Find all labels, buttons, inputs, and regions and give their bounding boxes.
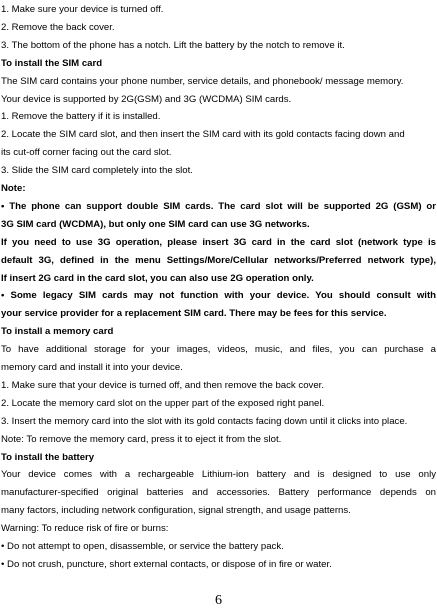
- text-line: 2. Locate the SIM card slot, and then insert the SIM card with its gold contacts facing down and: [1, 129, 405, 141]
- text-line: 1. Make sure that your device is turned off, and then remove the back cover.: [1, 379, 324, 391]
- text-line: 2. Locate the memory card slot on the upper part of the exposed right panel.: [1, 397, 325, 409]
- text-line: 2. Remove the back cover.: [1, 21, 115, 33]
- bold-text-line: To install the battery: [1, 451, 95, 463]
- text-line: Your device comes with a rechargeable Lithium-ion battery and is designed to use only: [1, 469, 436, 481]
- text-line: 3. The bottom of the phone has a notch. Lift the battery by the notch to remove it.: [1, 39, 345, 51]
- text-line: 1. Remove the battery if it is installed.: [1, 111, 161, 123]
- bold-text-line: default 3G, defined in the menu Settings/More/Cellular networks/Preferred network type),: [1, 254, 436, 266]
- bold-text-line: If you need to use 3G operation, please insert 3G card in the card slot (network type is: [1, 236, 436, 248]
- text-line: manufacturer-specified original batteries and accessories. Battery performance depends on: [1, 487, 436, 499]
- page-number: 6: [215, 593, 222, 608]
- text-line: 3. Insert the memory card into the slot with its gold contacts facing down until it clicks into place.: [1, 415, 408, 427]
- bold-text-line: Note:: [1, 183, 26, 195]
- text-line: Note: To remove the memory card, press it to eject it from the slot.: [1, 433, 282, 445]
- text-line: many factors, including network configuration, signal strength, and usage patterns.: [1, 505, 351, 517]
- bold-text-line: To install the SIM card: [1, 57, 103, 69]
- text-line: 1. Make sure your device is turned off.: [1, 4, 164, 15]
- bold-text-line: your service provider for a replacement SIM card. There may be fees for this service.: [1, 308, 387, 320]
- text-line: • Do not attempt to open, disassemble, or service the battery pack.: [1, 541, 284, 553]
- text-line: • Do not crush, puncture, short external contacts, or dispose of in fire or water.: [1, 558, 332, 570]
- bold-text-line: If insert 2G card in the card slot, you can also use 2G operation only.: [1, 272, 314, 284]
- text-line: To have additional storage for your images, videos, music, and files, you can purchase a: [1, 344, 436, 356]
- text-line: 3. Slide the SIM card completely into the slot.: [1, 165, 193, 177]
- text-line: memory card and install it into your device.: [1, 362, 183, 374]
- bold-text-line: 3G SIM card (WCDMA), but only one SIM card can use 3G networks.: [1, 218, 310, 230]
- text-line: The SIM card contains your phone number, service details, and phonebook/ message memory.: [1, 75, 404, 87]
- bold-text-line: • Some legacy SIM cards may not function with your device. You should consult with: [1, 290, 436, 302]
- document-body: [1, 1, 436, 574]
- text-line: its cut-off corner facing out the card slot.: [1, 147, 172, 159]
- text-line: Your device is supported by 2G(GSM) and 3G (WCDMA) SIM cards.: [1, 93, 292, 105]
- bold-text-line: To install a memory card: [1, 326, 114, 338]
- bold-text-line: • The phone can support double SIM cards. The card slot will be supported 2G (GSM) or: [1, 200, 436, 212]
- text-line: Warning: To reduce risk of fire or burns:: [1, 523, 169, 535]
